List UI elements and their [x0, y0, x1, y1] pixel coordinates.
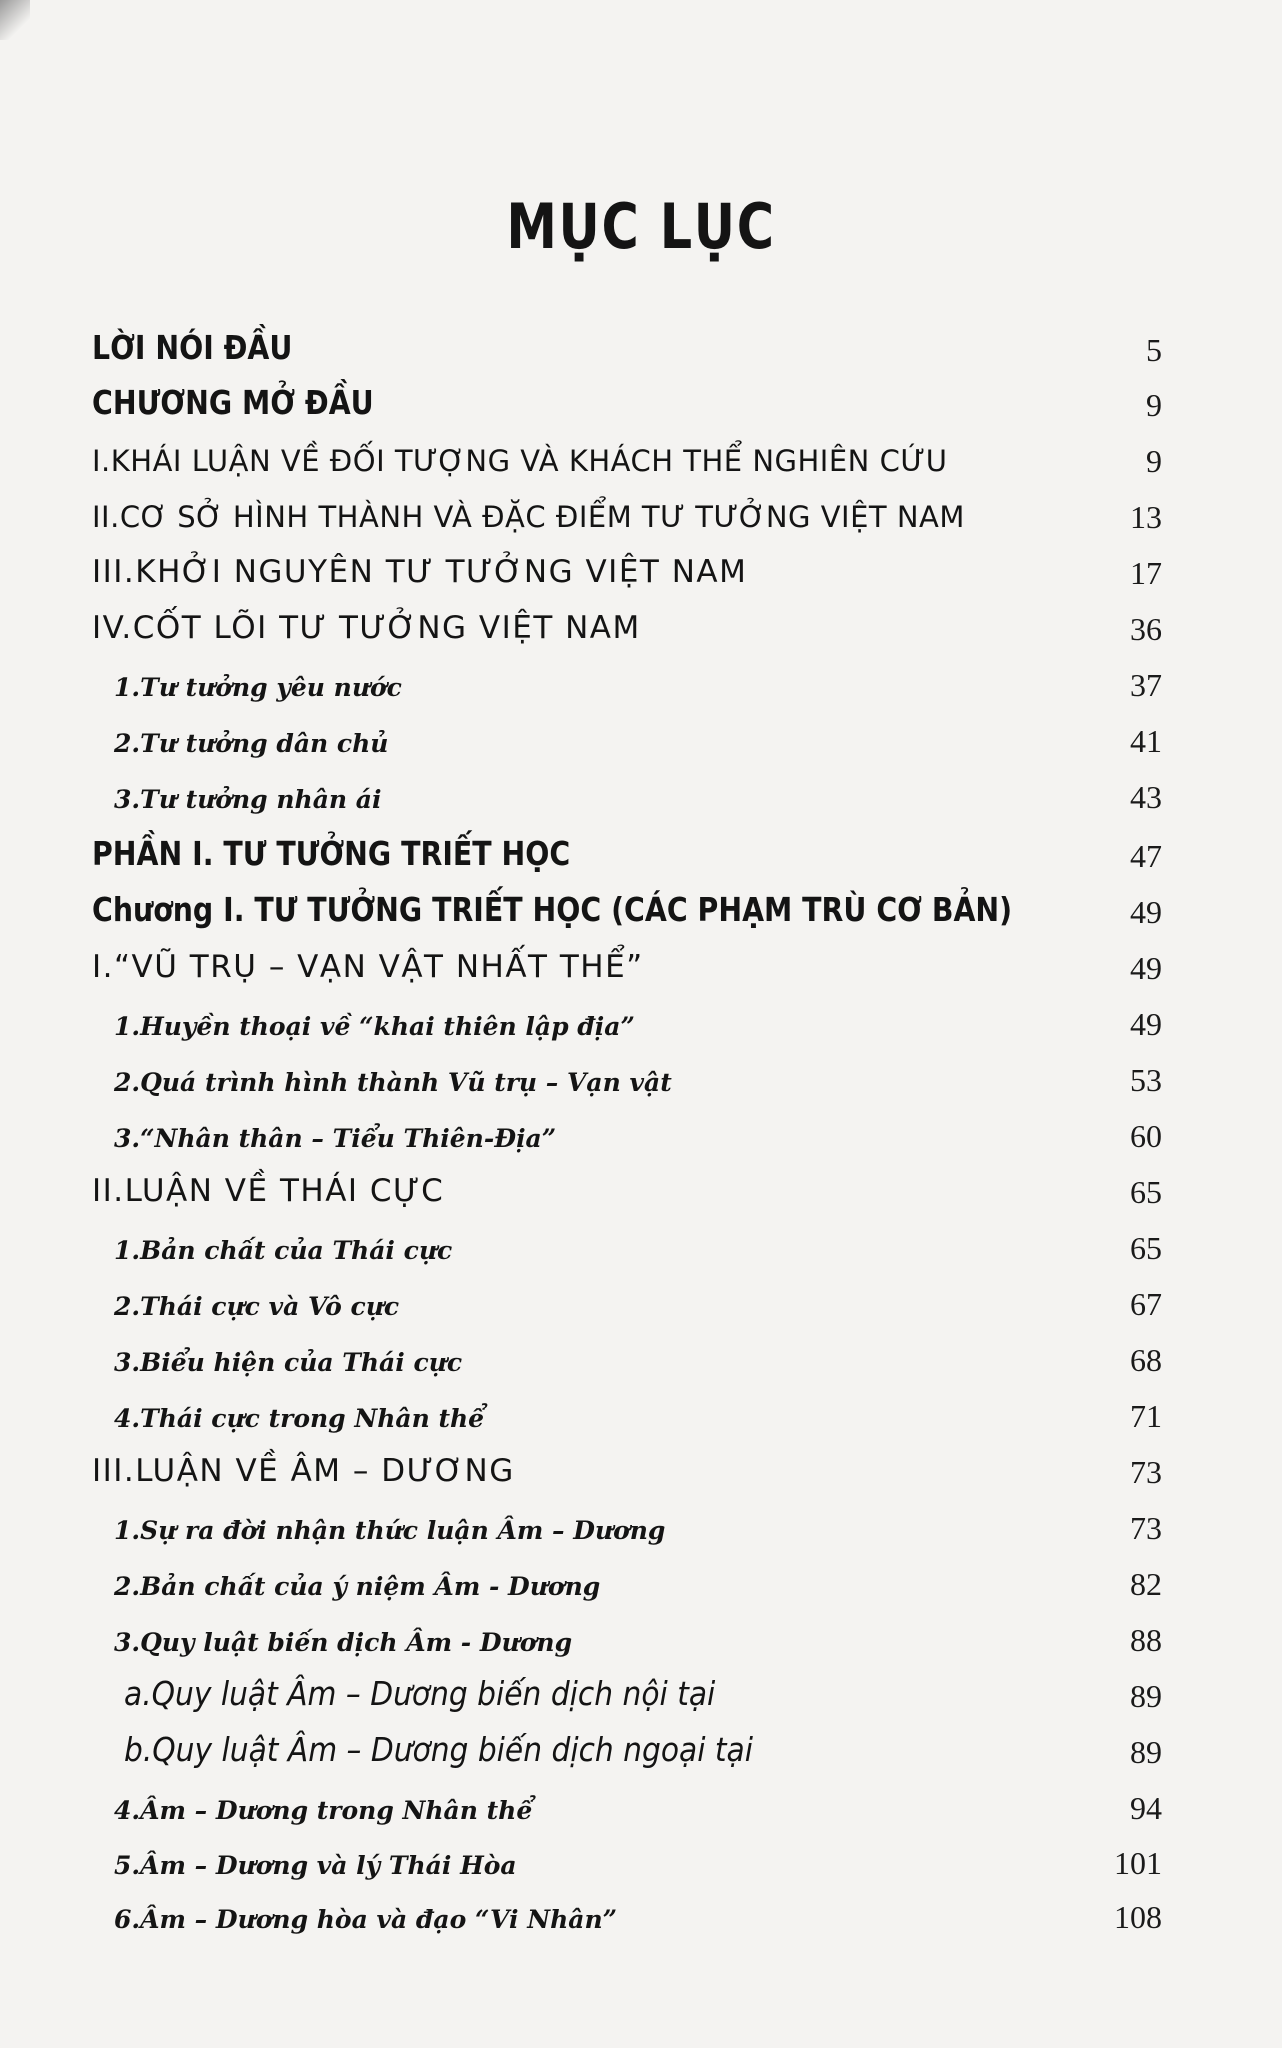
- toc-entry: [92, 1781, 1162, 1831]
- toc-entry: [92, 1165, 1162, 1215]
- toc-entry-page: 68: [1130, 1342, 1162, 1378]
- toc-entry-label: 4.Thái cực trong Nhân thể: [114, 1404, 485, 1433]
- toc-entry-label: 2.Thái cực và Vô cực: [114, 1292, 400, 1321]
- toc-entry: [92, 885, 1162, 935]
- toc-entry: [92, 941, 1162, 991]
- toc-entry: [92, 1836, 1162, 1886]
- toc-entry: [92, 770, 1162, 820]
- toc-entry: [92, 1109, 1162, 1159]
- toc-entry-label: I.“VŨ TRỤ – VẠN VẬT NHẤT THỂ”: [92, 949, 644, 985]
- toc-entry-label: 4.Âm – Dương trong Nhân thể: [114, 1796, 533, 1825]
- toc-entry: [92, 490, 1162, 540]
- toc-entry-page: 17: [1130, 555, 1162, 591]
- toc-entry: [92, 714, 1162, 764]
- toc-entry-page: 60: [1130, 1118, 1162, 1154]
- toc-entry: [92, 1221, 1162, 1271]
- toc-entry-page: 65: [1130, 1174, 1162, 1210]
- toc-entry-label: 3.“Nhân thân – Tiểu Thiên-Địa”: [114, 1124, 557, 1153]
- toc-entry-label: 5.Âm – Dương và lý Thái Hòa: [114, 1851, 517, 1880]
- toc-entry: [92, 546, 1162, 596]
- toc-entry: [92, 658, 1162, 708]
- toc-entry-page: 53: [1130, 1062, 1162, 1098]
- toc-entry: [92, 1053, 1162, 1103]
- toc-entry: [92, 1445, 1162, 1495]
- toc-entry-page: 49: [1130, 894, 1162, 930]
- toc-entry: [92, 1557, 1162, 1607]
- toc-entry-page: 94: [1130, 1790, 1162, 1826]
- toc-entry-label: 2.Bản chất của ý niệm Âm - Dương: [114, 1572, 601, 1601]
- toc-entry-page: 36: [1130, 611, 1162, 647]
- toc-entry-page: 9: [1146, 387, 1162, 423]
- toc-entry-label: PHẦN I. TƯ TƯỞNG TRIẾT HỌC: [92, 834, 571, 873]
- toc-entry-page: 65: [1130, 1230, 1162, 1266]
- toc-entry-page: 49: [1130, 1006, 1162, 1042]
- toc-entry-label: II.LUẬN VỀ THÁI CỰC: [92, 1173, 445, 1209]
- toc-entry-page: 41: [1130, 723, 1162, 759]
- toc-title: MỤC LỤC: [506, 190, 776, 263]
- toc-entry: [92, 1669, 1162, 1719]
- toc-entry-page: 101: [1114, 1845, 1162, 1881]
- toc-entry-label: 1.Bản chất của Thái cực: [114, 1236, 453, 1265]
- toc-entry: [92, 378, 1162, 428]
- toc-entry-page: 82: [1130, 1566, 1162, 1602]
- toc-entry-page: 37: [1130, 667, 1162, 703]
- toc-entry-page: 73: [1130, 1454, 1162, 1490]
- toc-entry-label: II.CƠ SỞ HÌNH THÀNH VÀ ĐẶC ĐIỂM TƯ TƯỞNG VIỆT NAM: [92, 500, 965, 534]
- toc-entry-label: III.LUẬN VỀ ÂM – DƯƠNG: [92, 1453, 515, 1489]
- toc-entry: [92, 1725, 1162, 1775]
- toc-entry-label: III.KHỞI NGUYÊN TƯ TƯỞNG VIỆT NAM: [92, 554, 748, 590]
- toc-entry: [92, 1277, 1162, 1327]
- toc-entry-label: 2.Quá trình hình thành Vũ trụ – Vạn vật: [114, 1068, 672, 1097]
- toc-entry: [92, 1389, 1162, 1439]
- toc-entry-label: CHƯƠNG MỞ ĐẦU: [92, 383, 374, 422]
- toc-entry-label: 1.Sự ra đời nhận thức luận Âm – Dương: [114, 1516, 666, 1545]
- toc-entry-label: 1.Tư tưởng yêu nước: [114, 673, 402, 702]
- toc-entry-page: 13: [1130, 499, 1162, 535]
- toc-entry-page: 5: [1146, 332, 1162, 368]
- toc-entry-label: 1.Huyền thoại về “khai thiên lập địa”: [114, 1012, 635, 1041]
- toc-entry-label: 6.Âm – Dương hòa và đạo “Vi Nhân”: [114, 1905, 618, 1934]
- toc-entry: [92, 434, 1162, 484]
- toc-entry-page: 9: [1146, 443, 1162, 479]
- toc-entry-page: 89: [1130, 1734, 1162, 1770]
- toc-entry: [92, 1333, 1162, 1383]
- toc-entry: [92, 323, 1162, 373]
- toc-entry-label: 3.Biểu hiện của Thái cực: [114, 1348, 463, 1377]
- toc-entry: [92, 1501, 1162, 1551]
- toc-entry-label: b.Quy luật Âm – Dương biến dịch ngoại tại: [124, 1730, 754, 1769]
- toc-entry: [92, 1890, 1162, 1940]
- toc-entry-label: a.Quy luật Âm – Dương biến dịch nội tại: [124, 1674, 716, 1713]
- toc-entry: [92, 997, 1162, 1047]
- toc-entry: [92, 602, 1162, 652]
- toc-entry-label: 2.Tư tưởng dân chủ: [114, 729, 389, 758]
- toc-entry-page: 89: [1130, 1678, 1162, 1714]
- toc-entry-page: 47: [1130, 838, 1162, 874]
- toc-entry-page: 108: [1114, 1899, 1162, 1935]
- toc-entry-label: LỜI NÓI ĐẦU: [92, 328, 293, 367]
- toc-entry-label: IV.CỐT LÕI TƯ TƯỞNG VIỆT NAM: [92, 610, 641, 646]
- toc-entry-label: 3.Quy luật biến dịch Âm - Dương: [114, 1628, 573, 1657]
- toc-entry-label: I.KHÁI LUẬN VỀ ĐỐI TƯỢNG VÀ KHÁCH THỂ NGHIÊN CỨU: [92, 444, 948, 478]
- toc-entry-page: 71: [1130, 1398, 1162, 1434]
- toc-entry-page: 73: [1130, 1510, 1162, 1546]
- toc-entry-page: 88: [1130, 1622, 1162, 1658]
- toc-entry: [92, 829, 1162, 879]
- toc-entry: [92, 1613, 1162, 1663]
- toc-entry-page: 43: [1130, 779, 1162, 815]
- toc-entry-page: 49: [1130, 950, 1162, 986]
- toc-entry-label: 3.Tư tưởng nhân ái: [114, 785, 382, 814]
- toc-entry-page: 67: [1130, 1286, 1162, 1322]
- toc-entry-label: Chương I. TƯ TƯỞNG TRIẾT HỌC (CÁC PHẠM TRÙ CƠ BẢN): [92, 890, 1013, 929]
